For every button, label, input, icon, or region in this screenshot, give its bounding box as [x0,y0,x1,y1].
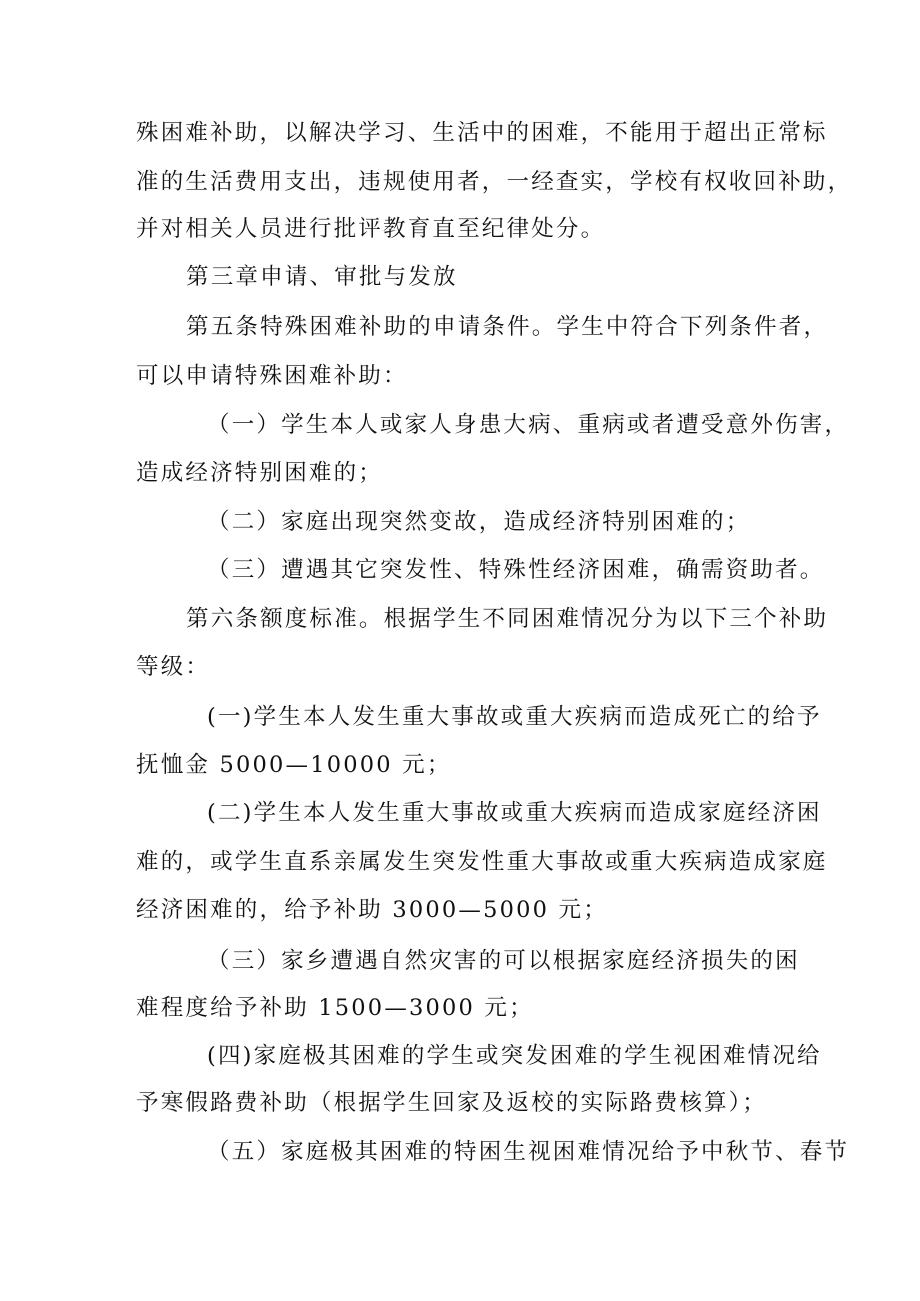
list-item-line: （一）学生本人或家人身患大病、重病或者遭受意外伤害， [207,412,850,438]
paragraph-line: 殊困难补助，以解决学习、生活中的困难，不能用于超出正常标 [136,120,828,146]
article-line: 第五条特殊困难补助的申请条件。学生中符合下列条件者， [186,314,829,340]
list-item-line: （三）遭遇其它突发性、特殊性经济困难，确需资助者。 [207,557,825,583]
paragraph-line: 并对相关人员进行批评教育直至纪律处分。 [136,216,606,242]
paragraph-line: 难程度给予补助 1500—3000 元； [136,995,534,1021]
article-line: 第六条额度标准。根据学生不同困难情况分为以下三个补助 [186,606,829,632]
paragraph-line: 等级： [136,654,211,680]
chapter-heading: 第三章申请、审批与发放 [186,264,458,290]
list-item-line: (二)学生本人发生重大事故或重大疾病而造成家庭经济困 [207,800,822,826]
list-item-line: （二）家庭出现突然变故，造成经济特别困难的； [207,509,751,535]
paragraph-line: 可以申请特殊困难补助： [136,363,408,389]
list-item-line: （三）家乡遭遇自然灾害的可以根据家庭经济损失的困 [207,948,800,974]
paragraph-line: 造成经济特别困难的； [136,460,384,486]
paragraph-line: 准的生活费用支出，违规使用者，一经查实，学校有权收回补助， [136,169,853,195]
paragraph-line: 难的，或学生直系亲属发生突发性重大事故或重大疾病造成家庭 [136,849,828,875]
paragraph-line: 予寒假路费补助（根据学生回家及返校的实际路费核算）； [136,1090,767,1116]
list-item-line: (一)学生本人发生重大事故或重大疾病而造成死亡的给予 [207,704,822,730]
paragraph-line: 经济困难的，给予补助 3000—5000 元； [136,897,608,923]
paragraph-line: 抚恤金 5000—10000 元； [136,752,452,778]
list-item-line: （五）家庭极其困难的特困生视困难情况给予中秋节、春节 [207,1139,850,1165]
list-item-line: (四)家庭极其困难的学生或突发困难的学生视困难情况给 [207,1043,822,1069]
